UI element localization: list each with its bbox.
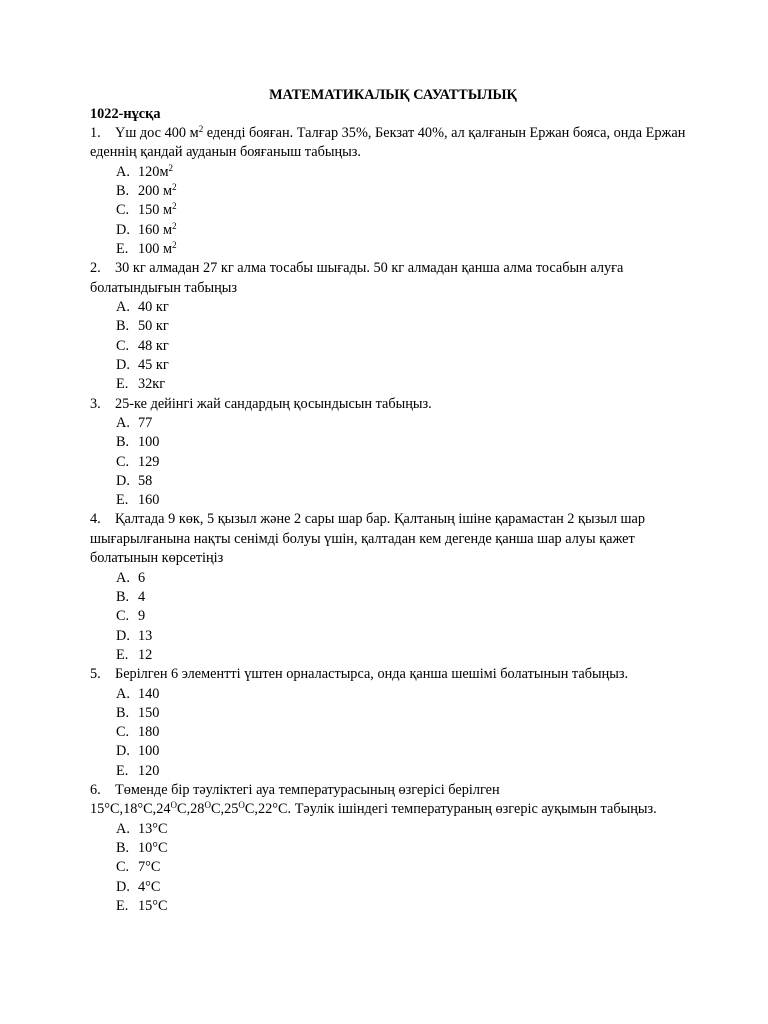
option-letter: C. xyxy=(116,337,130,354)
question xyxy=(90,259,690,298)
answer-option xyxy=(116,375,690,394)
text-segment: 4 xyxy=(138,589,146,605)
text-segment: 150 м xyxy=(138,202,173,219)
text-segment: 77 xyxy=(138,415,153,431)
superscript: O xyxy=(204,800,211,811)
option-value xyxy=(138,164,173,180)
answer-option xyxy=(116,820,690,839)
text-segment: 160 xyxy=(138,492,160,509)
text-segment: 120м xyxy=(138,163,169,180)
question-number: 1. xyxy=(90,125,101,141)
option-letter: C. xyxy=(116,202,130,219)
option-letter: B. xyxy=(116,589,130,605)
option-letter: A. xyxy=(116,415,130,431)
text-segment: 15°C xyxy=(138,898,168,915)
option-letter: B. xyxy=(116,318,130,335)
question xyxy=(90,124,690,163)
option-letter: E. xyxy=(116,762,129,779)
answer-option xyxy=(116,685,690,704)
superscript: O xyxy=(170,800,178,811)
answer-option xyxy=(116,742,690,761)
answer-option xyxy=(116,858,690,877)
option-value xyxy=(138,299,169,315)
answer-option xyxy=(116,762,690,781)
option-letter: D. xyxy=(116,221,130,238)
text-segment: 25-ке дейінгі жай сандардың қосындысын табыңыз. xyxy=(115,395,432,412)
text-segment: 10°C xyxy=(138,840,168,857)
question xyxy=(90,510,690,568)
text-segment: 13°C xyxy=(138,820,168,837)
option-letter: D. xyxy=(116,357,130,373)
option-letter: E. xyxy=(116,241,129,257)
option-letter: B. xyxy=(116,434,130,451)
option-letter: A. xyxy=(116,820,130,837)
option-value xyxy=(138,859,160,875)
question xyxy=(90,395,690,414)
question xyxy=(90,665,690,684)
option-value xyxy=(138,647,152,663)
option-value xyxy=(138,241,177,257)
text-segment: 12 xyxy=(138,646,153,663)
text-segment: 100 xyxy=(138,743,160,760)
text-segment: Қалтада 9 көк, 5 қызыл және 2 сары шар бар. Қалтаның ішіне қарамастан 2 қызыл шар шығарылғанына нақты сенімді болуы үшін, қалтадан кем дегенде қанша шар алуы қажет болатынын көрсетіңіз xyxy=(90,511,646,567)
option-letter: B. xyxy=(116,840,130,857)
answer-option xyxy=(116,453,690,472)
text-segment: 120 xyxy=(138,762,160,779)
text-segment: 32кг xyxy=(138,376,166,393)
option-value xyxy=(138,222,177,238)
answer-options xyxy=(90,298,690,394)
answer-option xyxy=(116,163,690,182)
variant-label: 1022-нұсқа xyxy=(90,106,161,122)
question-number: 4. xyxy=(90,511,101,528)
option-letter: A. xyxy=(116,569,130,586)
option-value xyxy=(138,473,152,489)
text-segment: 13 xyxy=(138,627,153,644)
answer-options xyxy=(90,569,690,665)
answer-option xyxy=(116,704,690,723)
answer-options xyxy=(90,163,690,259)
superscript: 2 xyxy=(172,201,177,212)
question-number: 5. xyxy=(90,666,101,683)
answer-option xyxy=(116,878,690,897)
answer-option xyxy=(116,433,690,452)
text-segment: 30 кг алмадан 27 кг алма тосабы шығады. 50 кг алмадан қанша алма тосабын алуға болатындығын табыңыз xyxy=(90,260,624,296)
option-letter: D. xyxy=(116,627,130,644)
text-segment: C,25 xyxy=(210,801,239,818)
option-letter: D. xyxy=(116,472,130,489)
answer-option xyxy=(116,356,690,375)
text-segment: 150 xyxy=(138,704,160,721)
option-value xyxy=(138,821,168,837)
option-value xyxy=(138,589,145,605)
text-segment: 160 м xyxy=(138,221,173,238)
answer-option xyxy=(116,569,690,588)
option-value xyxy=(138,570,145,586)
text-segment: 9 xyxy=(138,608,146,625)
option-letter: E. xyxy=(116,646,129,663)
option-letter: A. xyxy=(116,299,130,316)
option-letter: A. xyxy=(116,163,130,180)
answer-option xyxy=(116,221,690,240)
option-letter: D. xyxy=(116,743,130,760)
answer-option xyxy=(116,240,690,259)
option-value xyxy=(138,879,160,895)
text-segment: еденді бояған. Талғар 35%, Бекзат 40%, ал қалғанын Ержан бояса, онда Ержан еденнің қандай ауданын бояғаныш табыңыз. xyxy=(90,125,686,161)
question-text xyxy=(115,666,628,682)
question-number: 2. xyxy=(90,260,101,277)
option-value xyxy=(138,608,145,624)
option-letter: C. xyxy=(116,859,130,876)
question xyxy=(90,781,690,820)
answer-options xyxy=(90,414,690,510)
option-letter: B. xyxy=(116,183,130,200)
text-segment: 100 м xyxy=(138,241,173,257)
text-segment: 4°C xyxy=(138,878,161,895)
option-value xyxy=(138,357,169,373)
question-number: 3. xyxy=(90,395,101,412)
answer-option xyxy=(116,298,690,317)
question-list xyxy=(90,124,690,916)
option-value xyxy=(138,415,152,431)
text-segment: Төменде бір тәуліктегі ауа температурасының өзгерісі берілген 15°C,18°C,24 xyxy=(90,782,500,818)
question-text xyxy=(90,511,645,566)
question-text xyxy=(90,782,657,817)
option-value xyxy=(138,318,169,334)
text-segment: C,22°C. Тәулік ішіндегі температураның өзгеріс ауқымын табыңыз. xyxy=(244,801,657,818)
option-letter: C. xyxy=(116,453,130,470)
answer-option xyxy=(116,607,690,626)
option-letter: E. xyxy=(116,492,129,509)
text-segment: Берілген 6 элементті үштен орналастырса, онда қанша шешімі болатынын табыңыз. xyxy=(115,666,629,683)
answer-option xyxy=(116,491,690,510)
text-segment: 129 xyxy=(138,453,160,470)
answer-option xyxy=(116,317,690,336)
document-title: МАТЕМАТИКАЛЫҚ САУАТТЫЛЫҚ xyxy=(269,87,517,103)
option-letter: C. xyxy=(116,724,130,741)
text-segment: 40 кг xyxy=(138,299,169,316)
question-text xyxy=(90,260,623,295)
option-value xyxy=(138,743,159,759)
superscript: 2 xyxy=(172,240,177,250)
superscript: 2 xyxy=(198,124,204,134)
text-segment: 100 xyxy=(138,434,160,451)
answer-option xyxy=(116,897,690,916)
option-value xyxy=(138,454,159,470)
answer-option xyxy=(116,414,690,433)
answer-option xyxy=(116,646,690,665)
answer-option xyxy=(116,723,690,742)
answer-options xyxy=(90,685,690,781)
text-segment: 140 xyxy=(138,685,160,702)
option-value xyxy=(138,686,159,702)
text-segment: 180 xyxy=(138,724,160,741)
question-number: 6. xyxy=(90,782,101,799)
text-segment: 45 кг xyxy=(138,357,169,373)
option-letter: A. xyxy=(116,685,130,702)
option-value xyxy=(138,840,168,856)
option-value xyxy=(138,376,165,392)
answer-option xyxy=(116,182,690,201)
option-value xyxy=(138,763,159,779)
superscript: 2 xyxy=(172,220,177,231)
text-segment: Үш дос 400 м xyxy=(115,125,199,141)
option-letter: C. xyxy=(116,608,130,625)
text-segment: 6 xyxy=(138,569,146,586)
answer-option xyxy=(116,201,690,220)
option-value xyxy=(138,628,152,644)
superscript: O xyxy=(238,800,245,811)
answer-option xyxy=(116,627,690,646)
option-value xyxy=(138,898,168,914)
question-text xyxy=(115,396,432,412)
question-text xyxy=(90,125,685,160)
text-segment: 50 кг xyxy=(138,318,169,335)
option-value xyxy=(138,492,159,508)
option-value xyxy=(138,724,159,740)
superscript: 2 xyxy=(168,162,173,173)
option-letter: B. xyxy=(116,704,130,721)
text-segment: C,28 xyxy=(177,801,205,818)
option-value xyxy=(138,705,159,721)
answer-option xyxy=(116,337,690,356)
answer-option xyxy=(116,472,690,491)
superscript: 2 xyxy=(172,182,177,193)
option-value xyxy=(138,183,177,199)
option-letter: D. xyxy=(116,878,130,895)
text-segment: 48 кг xyxy=(138,337,169,354)
option-letter: E. xyxy=(116,898,129,915)
text-segment: 58 xyxy=(138,472,153,489)
answer-options xyxy=(90,820,690,916)
option-value xyxy=(138,434,159,450)
option-letter: E. xyxy=(116,376,129,393)
answer-option xyxy=(116,839,690,858)
text-segment: 7°C xyxy=(138,859,161,876)
text-segment: 200 м xyxy=(138,183,173,200)
document-content xyxy=(90,86,690,916)
option-value xyxy=(138,338,169,354)
option-value xyxy=(138,202,177,218)
answer-option xyxy=(116,588,690,607)
